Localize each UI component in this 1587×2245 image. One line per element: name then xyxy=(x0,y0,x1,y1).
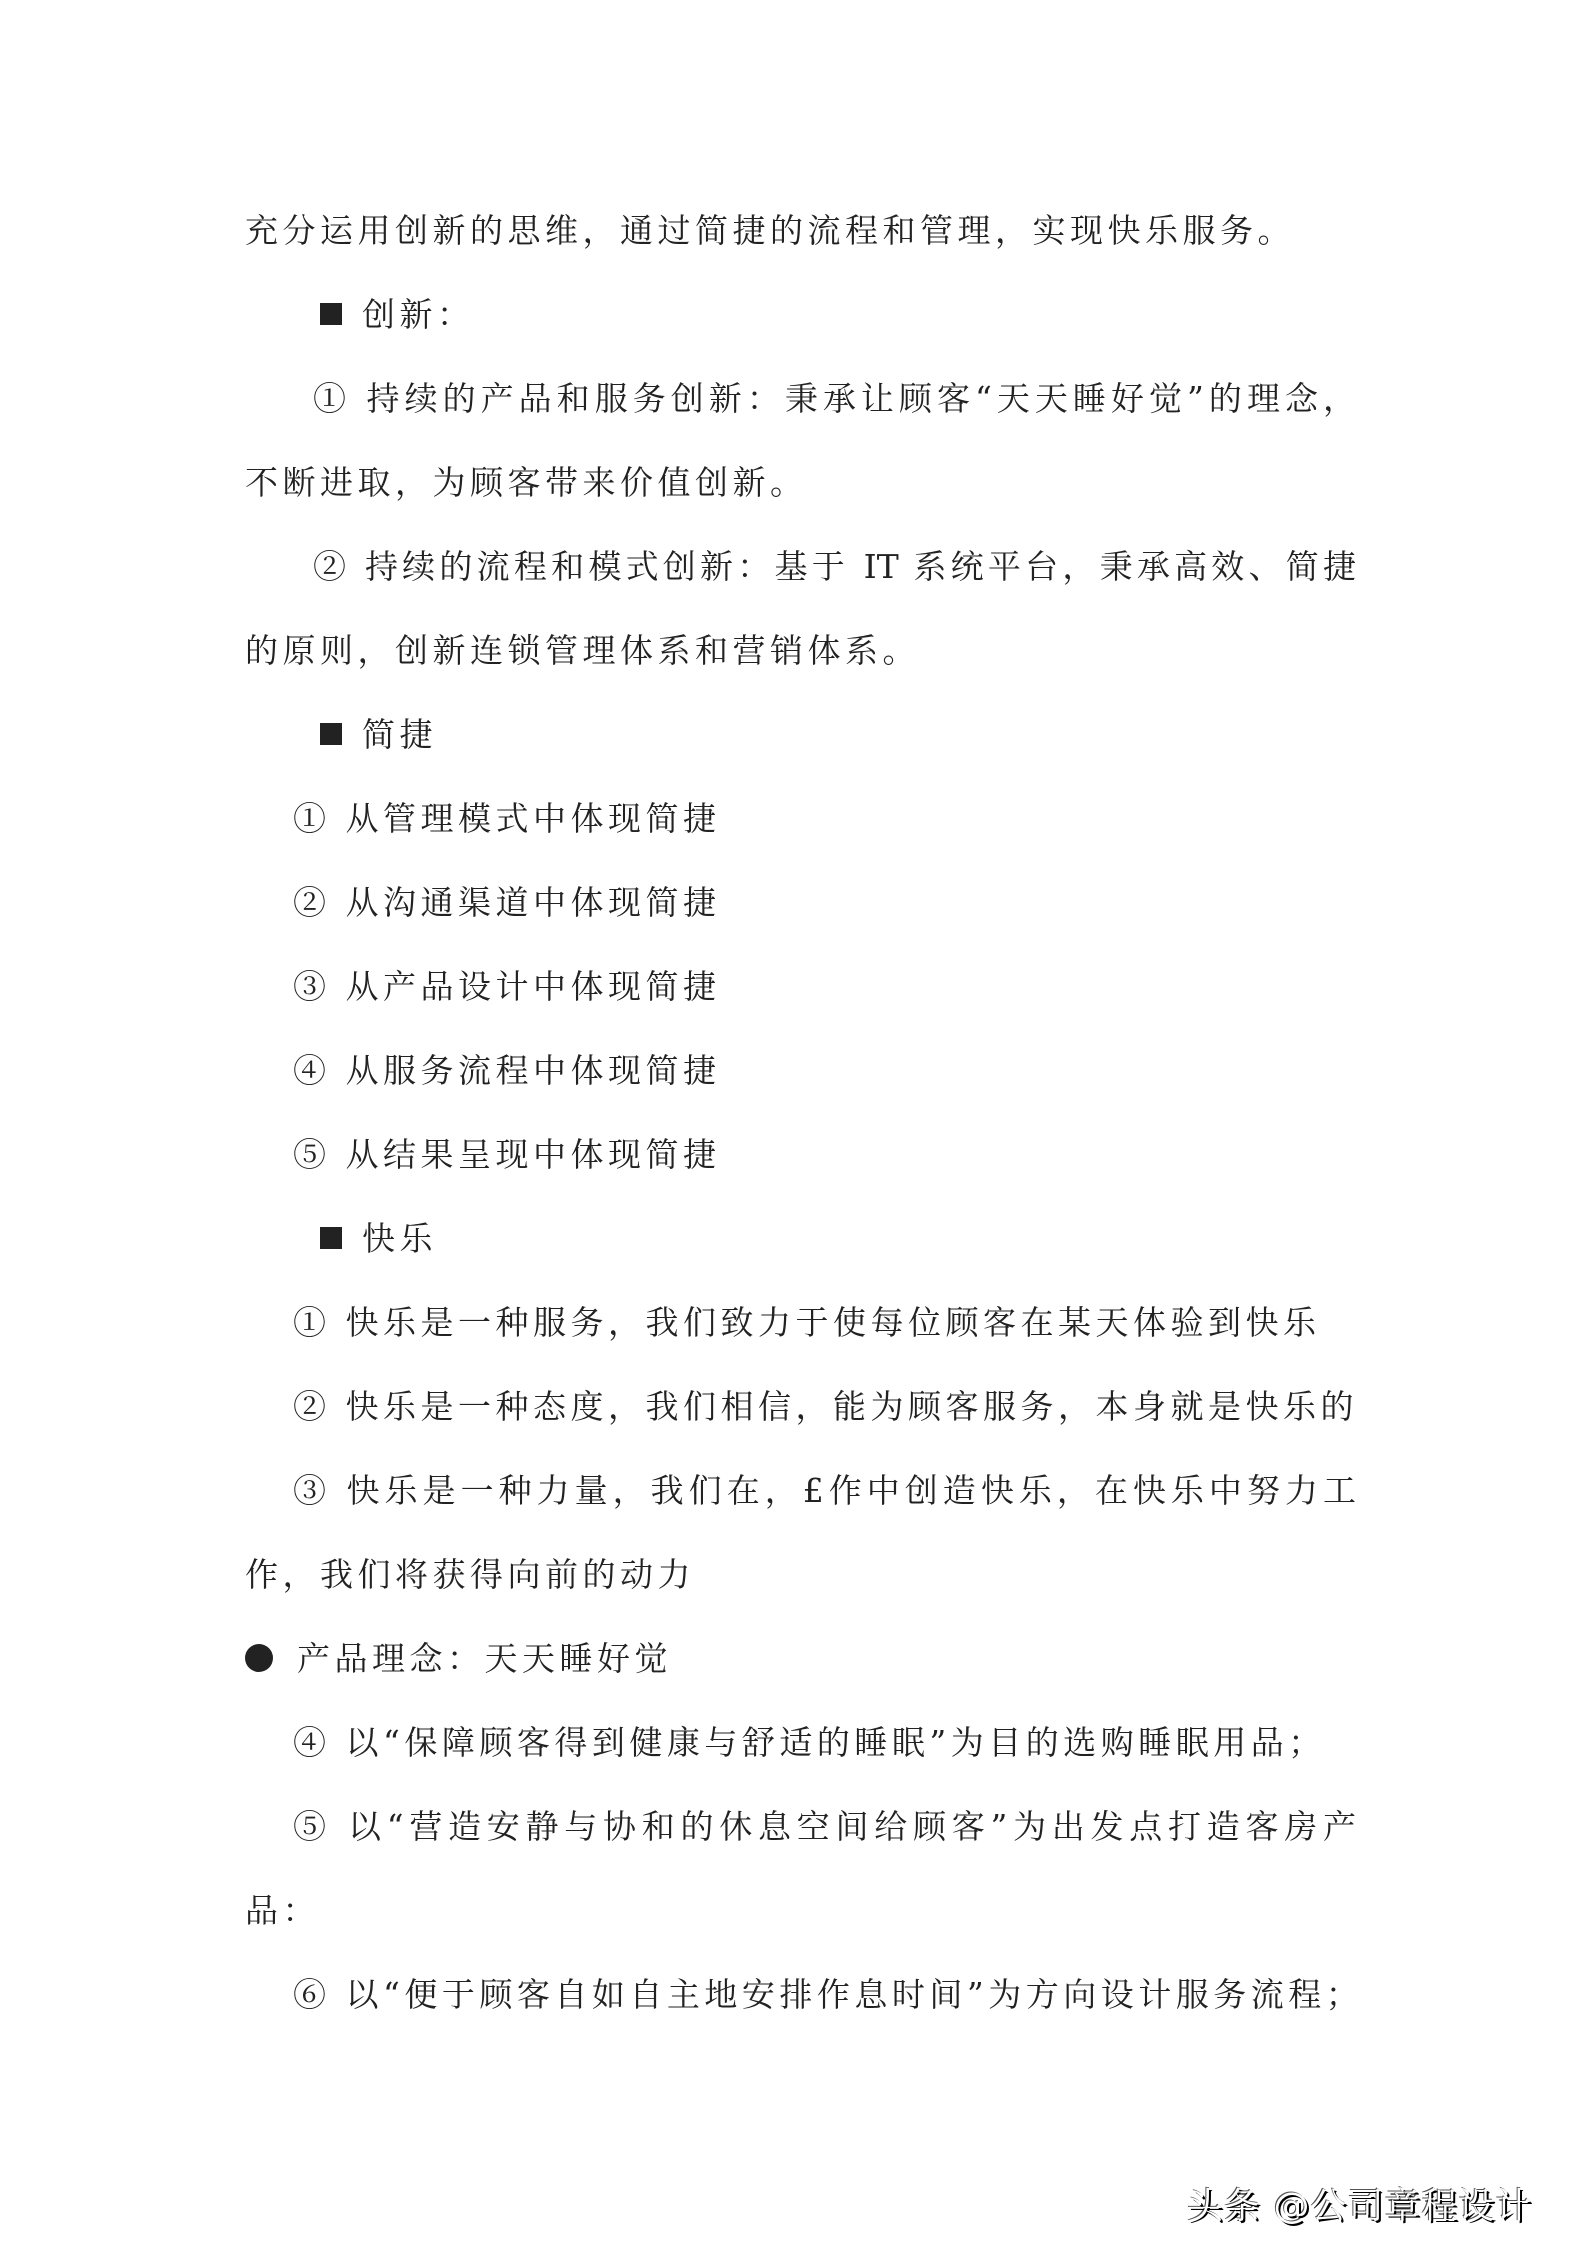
text-line xyxy=(245,273,1356,357)
line-text: 创新： xyxy=(362,295,475,334)
text-line xyxy=(245,1785,1356,1869)
line-text: 品： xyxy=(245,1891,320,1930)
text-line xyxy=(245,1617,1356,1701)
line-text: ② 持续的流程和模式创新：基于 IT 系统平台，秉承高效、简捷 xyxy=(313,547,1356,586)
line-text: 不断进取，为顾客带来价值创新。 xyxy=(245,463,808,502)
line-text: ② 从沟通渠道中体现简捷 xyxy=(293,883,721,922)
line-text: ⑤ 从结果呈现中体现简捷 xyxy=(293,1135,721,1174)
line-text: 充分运用创新的思维，通过简捷的流程和管理，实现快乐服务。 xyxy=(245,211,1295,250)
square-bullet-icon xyxy=(320,1227,342,1249)
line-text: 简捷 xyxy=(362,715,437,754)
text-line xyxy=(245,861,1356,945)
square-bullet-icon xyxy=(320,303,342,325)
text-line xyxy=(245,189,1356,273)
line-text: ⑤ 以“营造安静与协和的休息空间给顾客”为出发点打造客房产 xyxy=(293,1807,1356,1846)
document-body xyxy=(245,189,1364,2037)
text-line xyxy=(245,1029,1356,1113)
text-line xyxy=(245,609,1356,693)
line-text: ④ 从服务流程中体现简捷 xyxy=(293,1051,721,1090)
text-line xyxy=(245,357,1356,441)
text-line xyxy=(245,1701,1356,1785)
text-line xyxy=(245,1197,1356,1281)
text-line xyxy=(245,1533,1356,1617)
line-text: ① 持续的产品和服务创新：秉承让顾客“天天睡好觉”的理念， xyxy=(313,379,1356,418)
text-line xyxy=(245,441,1356,525)
text-line xyxy=(245,525,1356,609)
line-text: 作，我们将获得向前的动力 xyxy=(245,1555,695,1594)
line-text: ⑥ 以“便于顾客自如自主地安排作息时间”为方向设计服务流程； xyxy=(293,1975,1364,2014)
watermark: 头条 @公司章程设计 xyxy=(1187,2186,1533,2227)
text-line xyxy=(245,1113,1356,1197)
line-text: ④ 以“保障顾客得到健康与舒适的睡眠”为目的选购睡眠用品； xyxy=(293,1723,1326,1762)
line-text: ② 快乐是一种态度，我们相信，能为顾客服务，本身就是快乐的 xyxy=(293,1387,1358,1426)
line-text: ① 快乐是一种服务，我们致力于使每位顾客在某天体验到快乐 xyxy=(293,1303,1321,1342)
text-line xyxy=(245,1953,1364,2037)
text-line xyxy=(245,1449,1356,1533)
line-text: ① 从管理模式中体现简捷 xyxy=(293,799,721,838)
line-text: ③ 从产品设计中体现简捷 xyxy=(293,967,721,1006)
line-text: ③ 快乐是一种力量，我们在，£作中创造快乐，在快乐中努力工 xyxy=(293,1471,1356,1510)
square-bullet-icon xyxy=(320,723,342,745)
text-line xyxy=(245,1281,1356,1365)
text-line xyxy=(245,1869,1356,1953)
text-line xyxy=(245,693,1356,777)
line-text: 快乐 xyxy=(362,1219,437,1258)
text-line xyxy=(245,945,1356,1029)
text-line xyxy=(245,1365,1356,1449)
text-line xyxy=(245,777,1356,861)
circle-bullet-icon xyxy=(245,1644,273,1672)
line-text: 的原则，创新连锁管理体系和营销体系。 xyxy=(245,631,920,670)
line-text: 产品理念：天天睡好觉 xyxy=(297,1639,672,1678)
